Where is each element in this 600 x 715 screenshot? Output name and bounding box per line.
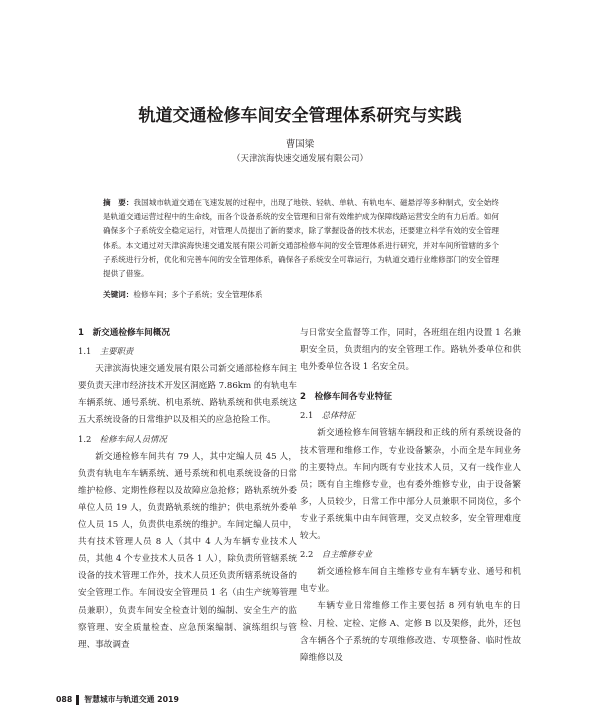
body-paragraph: 新交通检修车间自主维修专业有车辆专业、通号和机电专业。 [300, 567, 521, 595]
author-name: 曹国梁 [285, 139, 315, 150]
right-column [300, 325, 521, 667]
abstract-label: 摘 要： [103, 198, 134, 207]
subsection-number: 2.1 [300, 410, 322, 421]
page-footer [56, 694, 179, 705]
subsection-title: 检修车间人员情况 [99, 433, 167, 444]
section-heading-2: 2 检修车间各专业特征 [300, 392, 392, 403]
body-paragraph: 新交通检修车间共有 79 人，其中定编人员 45 人，负责有轨电车车辆系统、通号系统和机电系统设备的日常维护检修、定期性修程以及故障应急抢修；路轨系统外委单位人员 19 人，负责路轨系统的维护；供电系统外委单位人员 15 人，负责供电系统的维护。车间定编人员中，共有技术管理人员 8 人（其中 4 人为车辆专业技术人员，其他 4 个专业技术人员各 1 人），除负责所管辖系统设备的技术管理工作外，技术人员还负责所辖系统设备的安全管理工作。车间设安全管理员 1 名（由生产统筹管理员兼职），负责车间安全检查计划的编制、安全生产的监察管理、安全质量检查、应急预案编制、演练组织与管理、事故调查 [78, 451, 297, 650]
keywords-text: 检修车间；多个子系统；安全管理体系 [133, 290, 263, 299]
subsection-heading-2-1 [300, 407, 521, 424]
subsection-title: 主要职责 [99, 346, 134, 357]
section-heading-1: 1 新交通检修车间概况 [78, 328, 170, 338]
subsection-title: 总体特征 [321, 410, 356, 421]
body-paragraph-continued: 与日常安全监督等工作，同时，各班组在组内设置 1 名兼职安全员，负责组内的安全管理工作。路轨外委单位和供电外委单位各设 1 名安全员。 [300, 328, 521, 373]
subsection-heading-1-1 [78, 343, 297, 360]
paper-title: 轨道交通检修车间安全管理体系研究与实践 [138, 106, 462, 126]
body-paragraph: 新交通检修车间管辖车辆段和正线的所有系统设备的技术管理和维修工作，专业设备繁杂，小而全是车间业务的主要特点。车间内既有专业技术人员，又有一线作业人员；既有自主维修专业，也有委外维修专业，由于设备繁多，人员较少，日常工作中部分人员兼职不同岗位，多个专业子系统集中由车间管理，交叉点较多，安全管理难度较大。 [300, 428, 521, 542]
keywords-label: 关键词： [103, 290, 134, 299]
left-column [78, 325, 297, 654]
page-number: 088 [56, 695, 73, 704]
keywords [103, 289, 499, 300]
subsection-title: 自主维修专业 [321, 549, 372, 560]
subsection-number: 1.2 [78, 433, 100, 444]
spacer [300, 376, 521, 389]
subsection-number: 2.2 [300, 549, 322, 560]
abstract [103, 196, 499, 281]
body-paragraph: 天津滨海快速交通发展有限公司新交通部检修车间主要负责天津市经济技术开发区洞庭路 7.86km 的有轨电车车辆系统、通号系统、机电系统、路轨系统和供电系统这五大系统设备的日常维护以及相关的应急抢险工作。 [78, 364, 297, 426]
footer-divider [76, 695, 79, 705]
subsection-number: 1.1 [78, 346, 100, 357]
journal-name: 智慧城市与轨道交通 2019 [84, 695, 179, 704]
abstract-text: 我国城市轨道交通在飞速发展的过程中，出现了地铁、轻轨、单轨、有轨电车、磁悬浮等多种制式，安全始终是轨道交通运营过程中的生命线，而各个设备系统的安全管理和日常有效维护成为保障线路运营安全的有力后盾。如何确保多个子系统安全稳定运行，对管理人员提出了新的要求，除了掌握设备的技术状态，还要建立科学有效的安全管理体系。本文通过对天津滨海快速交通发展有限公司新交通部检修车间的安全管理体系进行研究，并对车间所管辖的多个子系统进行分析，优化和完善车间的安全管理体系，确保各子系统安全可靠运行，为轨道交通行业维修部门的安全管理提供了借鉴。 [103, 198, 499, 279]
subsection-heading-2-2 [300, 546, 521, 563]
subsection-heading-1-2 [78, 431, 297, 448]
body-paragraph: 车辆专业日常维修工作主要包括 8 列有轨电车的日检、月检、定检、定修 A、定修 B 以及架修，此外，还包含车辆各个子系统的专项维修改造、专项整备、临时性故障维修以及 [300, 601, 521, 663]
author-affiliation: （天津滨海快速交通发展有限公司） [231, 154, 368, 164]
